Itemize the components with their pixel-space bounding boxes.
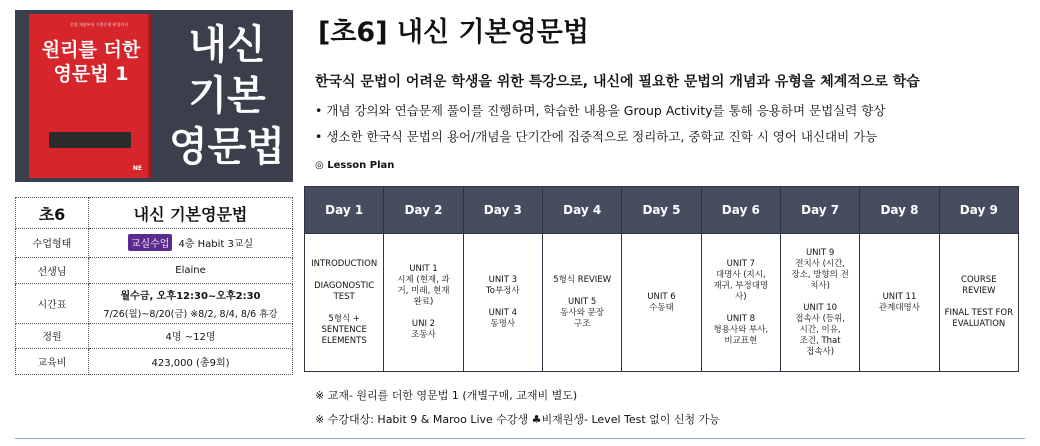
course-summary: 한국식 문법이 어려운 학생을 위한 특강으로, 내신에 필요한 문법의 개념과 유형을 체계적으로 학습 (315, 74, 920, 90)
teacher-name: Elaine (89, 257, 293, 283)
day-content-line: UNI 2 (411, 319, 436, 329)
day-header: Day 9 (939, 187, 1018, 234)
info-label: 수업형태 (16, 229, 89, 258)
day-content (305, 234, 384, 372)
class-type-badge: 교실수업 (128, 234, 173, 251)
class-time: 월수금, 오후12:30~오후2:30 (120, 290, 261, 302)
info-value (89, 283, 293, 323)
day-content-line: 수동태 (649, 302, 674, 313)
day-content-line: EVALUATION (952, 319, 1006, 329)
book-title: 원리를 더한 영문법 1 (41, 39, 141, 85)
day-content-line: 재귀, 부정대명 (713, 280, 769, 291)
day-content-line: INTRODUCTION (311, 258, 378, 269)
banner-title: 내신 기본 영문법 (169, 22, 285, 170)
day-content-line: 5형식 REVIEW (553, 275, 612, 285)
day-content-line: ELEMENTS (321, 335, 367, 346)
capacity-value: 4명 ~12명 (89, 323, 293, 349)
line-gap (705, 303, 777, 314)
day-content-line: UNIT 10 (803, 302, 838, 313)
line-gap (308, 270, 380, 281)
day-content-line: 관계대명사 (878, 302, 920, 313)
day-content-line: 구조 (573, 319, 591, 329)
day-content-line: 접속사 (등위, (795, 313, 846, 324)
line-gap (387, 308, 459, 319)
lesson-plan-content-row (305, 234, 1019, 372)
lesson-plan-header-row (305, 187, 1019, 234)
course-name: 내신 기본영문법 (89, 198, 293, 229)
day-header: Day 4 (542, 187, 621, 234)
line-gap (546, 286, 618, 297)
publisher-logo: NE (132, 165, 142, 172)
day-content-line: 조동사 (411, 330, 436, 340)
day-content-line: UNIT 4 (488, 308, 518, 318)
day-content-line: 대명사 (지시, (715, 269, 766, 280)
day-content-line: To부정사 (486, 286, 520, 296)
day-content (622, 234, 701, 372)
description-bullet: • 개념 강의와 연습문제 풀이를 진행하며, 학습한 내용을 Group Activity를 통해 응용하며 문법실력 향상 (315, 103, 886, 118)
day-content (701, 234, 780, 372)
day-content-line: 형용사와 부사, (713, 324, 769, 335)
day-content-line: UNIT 5 (567, 297, 597, 307)
day-header: Day 5 (622, 187, 701, 234)
day-content-line: 조건, That (799, 335, 841, 346)
day-content-line: TEST (333, 291, 355, 302)
day-content-line: 동사와 문장 (560, 308, 605, 318)
day-content (860, 234, 939, 372)
day-content-line: 전치사 (시간, (795, 258, 846, 269)
day-content-line: 접속사) (806, 346, 835, 357)
tuition-value: 423,000 (총9회) (89, 349, 293, 375)
day-content-line: DIAGONOSTIC (314, 280, 375, 291)
day-content-line: COURSE (961, 275, 997, 285)
day-header: Day 7 (780, 187, 859, 234)
line-gap (308, 303, 380, 314)
info-table-header (16, 198, 293, 229)
info-label: 선생님 (16, 257, 89, 283)
day-content-line: 완료) (413, 297, 434, 307)
day-content-line: UNIT 1 (409, 264, 438, 274)
book-decoration (49, 132, 131, 148)
day-content-line: 5형식 + (328, 313, 360, 324)
day-content-line: 치사) (810, 280, 830, 291)
course-banner-image (15, 10, 293, 182)
lesson-plan-table (304, 186, 1019, 372)
line-gap (943, 297, 1015, 308)
description-bullet: • 생소한 한국식 문법의 용어/개념을 단기간에 집중적으로 정리하고, 중학교 진학 시 영어 내신대비 가능 (315, 129, 878, 144)
lesson-plan-label: ◎ Lesson Plan (315, 160, 395, 171)
day-content-line: UNIT 7 (726, 258, 755, 269)
info-value (89, 229, 293, 258)
info-row-tuition (16, 349, 293, 375)
info-row-teacher (16, 257, 293, 283)
info-row-class-type (16, 229, 293, 258)
bottom-divider (15, 438, 1025, 439)
day-header: Day 8 (860, 187, 939, 234)
day-content (939, 234, 1018, 372)
info-row-capacity (16, 323, 293, 349)
info-row-schedule (16, 283, 293, 323)
day-content-line: 사) (735, 291, 747, 302)
day-header: Day 1 (305, 187, 384, 234)
info-label: 교육비 (16, 349, 89, 375)
day-content-line: SENTENCE (321, 324, 367, 335)
info-label: 시간표 (16, 283, 89, 323)
day-content-line: UNIT 9 (805, 247, 835, 258)
classroom-location: 4층 Habit 3교실 (178, 239, 254, 251)
page-title: [초6] 내신 기본영문법 (318, 17, 589, 48)
day-content-line: UNIT 3 (488, 275, 518, 285)
day-content-line: 장소, 방향의 전 (791, 269, 849, 280)
line-gap (467, 297, 539, 308)
day-header: Day 3 (463, 187, 542, 234)
day-content-line: 동명사 (490, 319, 516, 329)
day-header: Day 2 (384, 187, 463, 234)
textbook-note: ※ 교재- 원리를 더한 영문법 1 (개별구매, 교재비 별도) (315, 389, 578, 402)
info-label: 정원 (16, 323, 89, 349)
grade-label: 초6 (16, 198, 89, 229)
day-content-line: 시간, 이유, (799, 324, 841, 335)
course-info-table (15, 197, 293, 375)
class-dates: 7/26(월)~8/20(금) ※8/2, 8/4, 8/6 휴강 (103, 308, 278, 320)
day-content-line: UNIT 6 (647, 291, 676, 302)
day-content (463, 234, 542, 372)
day-content-line: 거, 미래, 현재 (397, 286, 450, 296)
day-content-line: UNIT 8 (726, 313, 755, 324)
eligibility-note: ※ 수강대상: Habit 9 & Maroo Live 수강생 ♣비재원생- Level Test 없이 신청 가능 (315, 413, 720, 426)
day-content (384, 234, 463, 372)
day-content-line: REVIEW (962, 286, 996, 296)
day-content-line: FINAL TEST FOR (944, 308, 1013, 318)
day-content-line: 비교표현 (724, 335, 758, 346)
day-content-line: 시제 (현재, 과 (397, 275, 450, 285)
day-content-line: UNIT 11 (882, 291, 917, 302)
book-tagline: 문법 개념부터 기출문제 완성까지 (70, 22, 128, 27)
line-gap (784, 292, 856, 303)
day-content (542, 234, 621, 372)
textbook-cover (29, 14, 151, 178)
day-header: Day 6 (701, 187, 780, 234)
day-content (780, 234, 859, 372)
